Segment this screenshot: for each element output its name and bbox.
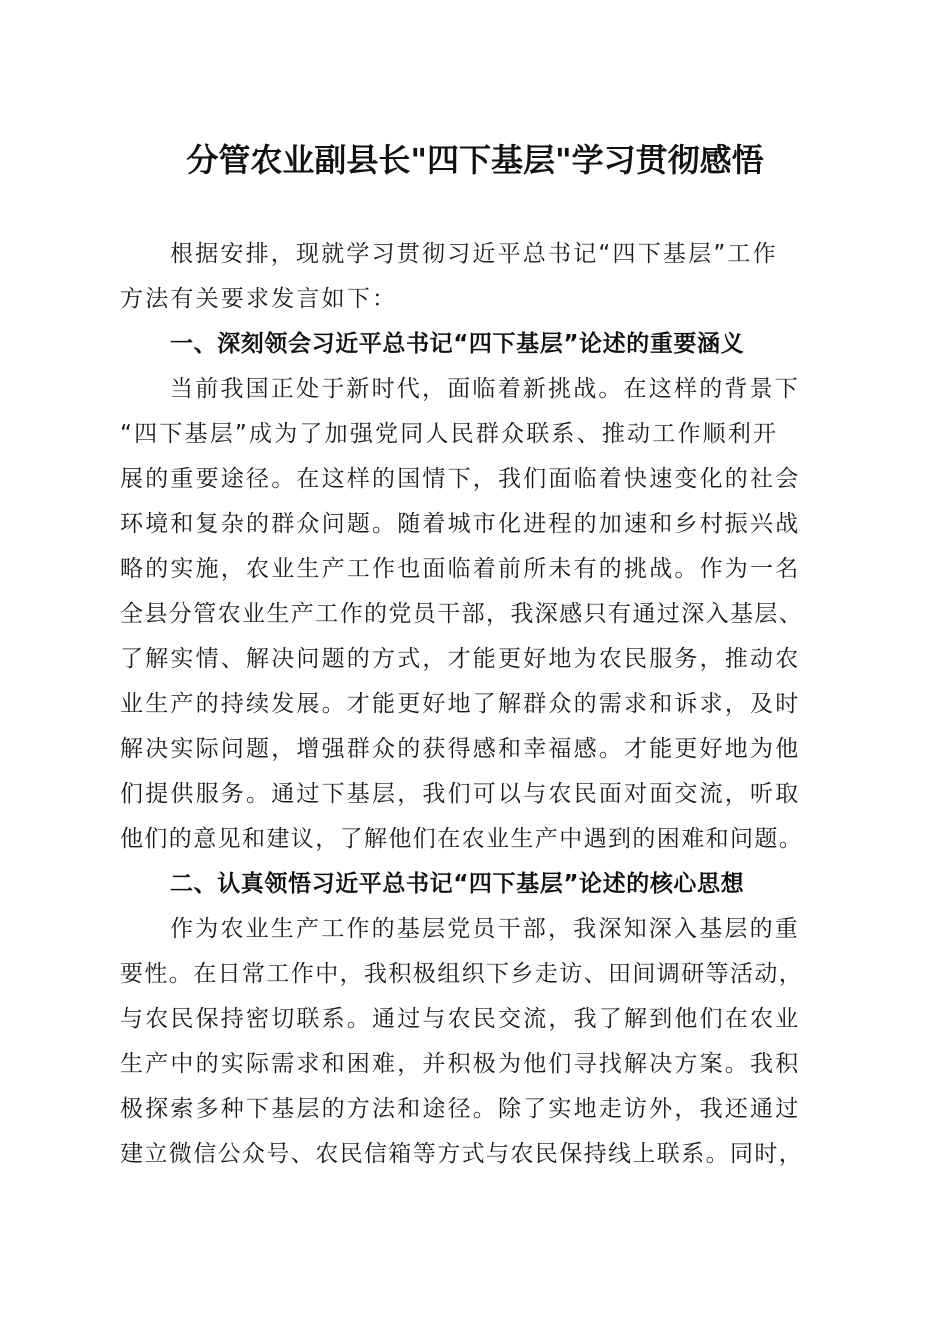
section-heading-2: 二、认真领悟习近平总书记“四下基层”论述的核心思想 [170,871,745,897]
paragraph-line: 们提供服务。通过下基层，我们可以与农民面对面交流，听取 [120,781,801,807]
paragraph-line: 了解实情、解决问题的方式，才能更好地为农民服务，推动农 [120,646,801,672]
document-title: 分管农业副县长"四下基层"学习贯彻感悟 [186,141,764,179]
paragraph-line: 生产中的实际需求和困难，并积极为他们寻找解决方案。我积 [120,1051,801,1077]
paragraph-line: 他们的意见和建议，了解他们在农业生产中遇到的困难和问题。 [120,826,804,852]
paragraph-line: 极探索多种下基层的方法和途径。除了实地走访外，我还通过 [120,1096,801,1122]
paragraph-line: 作为农业生产工作的基层党员干部，我深知深入基层的重 [170,916,800,942]
paragraph-line: 展的重要途径。在这样的国情下，我们面临着快速变化的社会 [120,466,801,492]
paragraph-line: 环境和复杂的群众问题。随着城市化进程的加速和乡村振兴战 [120,511,801,537]
paragraph-line: 解决实际问题，增强群众的获得感和幸福感。才能更好地为他 [120,736,801,762]
section-heading-1: 一、深刻领会习近平总书记“四下基层”论述的重要涵义 [170,331,745,357]
paragraph-line: 要性。在日常工作中，我积极组织下乡走访、田间调研等活动， [120,961,804,987]
paragraph-line: 方法有关要求发言如下： [120,286,398,312]
paragraph-line: 当前我国正处于新时代，面临着新挑战。在这样的背景下 [170,376,800,402]
paragraph-line: 根据安排，现就学习贯彻习近平总书记“四下基层”工作 [170,241,778,267]
paragraph-line: 业生产的持续发展。才能更好地了解群众的需求和诉求，及时 [120,691,801,717]
paragraph-line: 全县分管农业生产工作的党员干部，我深感只有通过深入基层、 [120,601,804,627]
paragraph-line: “四下基层”成为了加强党同人民群众联系、推动工作顺利开 [120,421,779,447]
paragraph-line: 建立微信公众号、农民信箱等方式与农民保持线上联系。同时， [120,1141,804,1167]
paragraph-line: 与农民保持密切联系。通过与农民交流，我了解到他们在农业 [120,1006,801,1032]
document-body [120,232,832,1177]
paragraph-line: 略的实施，农业生产工作也面临着前所未有的挑战。作为一名 [120,556,801,582]
